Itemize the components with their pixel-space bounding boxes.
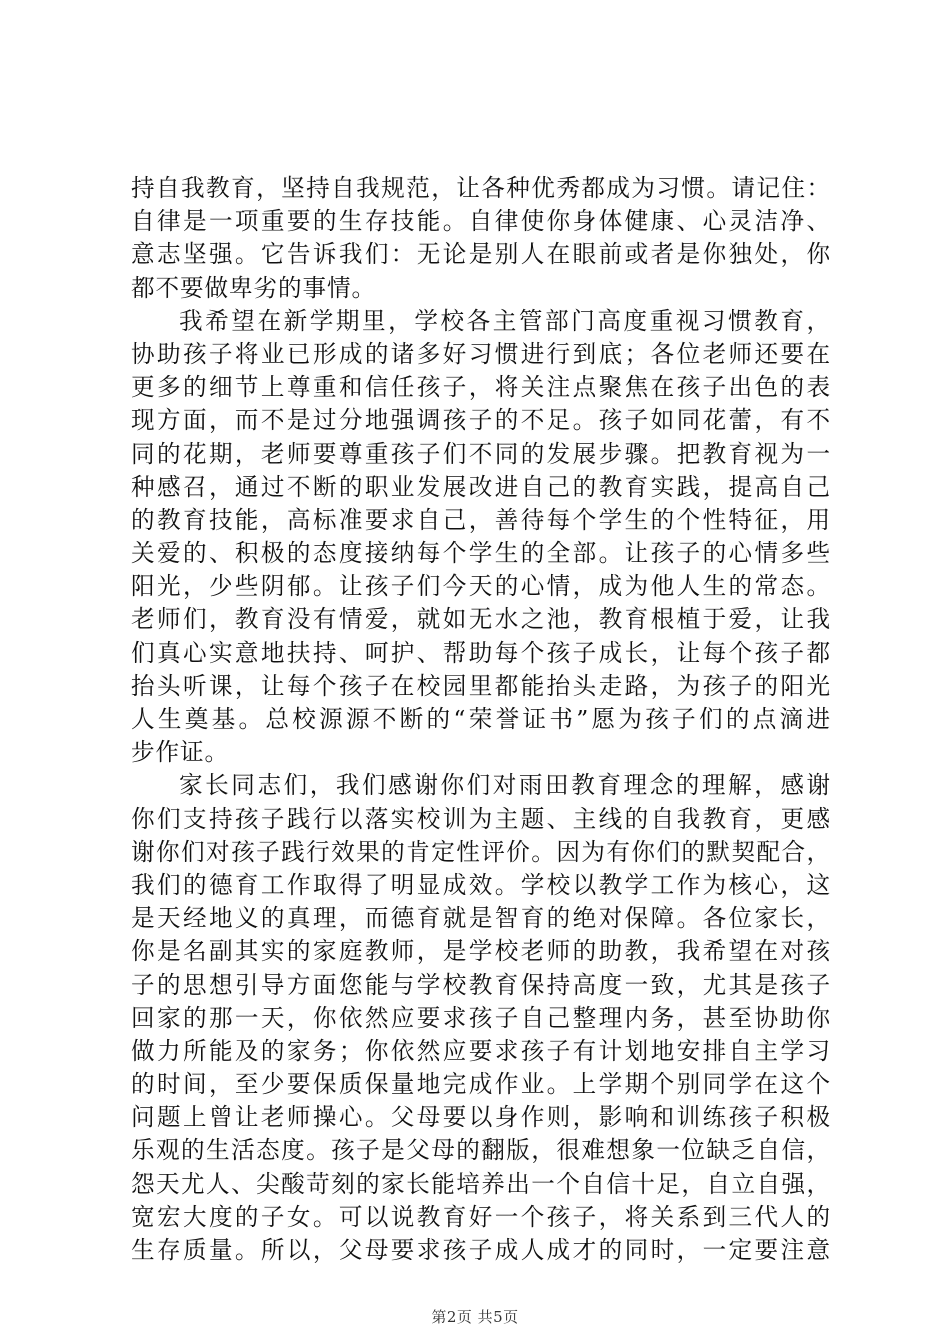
text-line: 回家的那一天，你依然应要求孩子自己整理内务，甚至协助你: [131, 1003, 831, 1032]
text-line: 宽宏大度的子女。可以说教育好一个孩子，将关系到三代人的: [131, 1202, 831, 1231]
text-line: 乐观的生活态度。孩子是父母的翻版，很难想象一位缺乏自信，: [131, 1136, 831, 1165]
text-line: 协助孩子将业已形成的诸多好习惯进行到底；各位老师还要在: [131, 339, 831, 368]
text-line: 阳光，少些阴郁。让孩子们今天的心情，成为他人生的常态。: [131, 572, 831, 601]
text-line: 种感召，通过不断的职业发展改进自己的教育实践，提高自己: [131, 472, 831, 501]
paragraph-start-line: 家长同志们，我们感谢你们对雨田教育理念的理解，感谢: [179, 771, 831, 800]
text-line: 持自我教育，坚持自我规范，让各种优秀都成为习惯。请记住：: [131, 174, 831, 202]
text-line: 人生奠基。总校源源不断的“荣誉证书”愿为孩子们的点滴进: [131, 705, 831, 733]
text-line: 你是名副其实的家庭教师，是学校老师的助教，我希望在对孩: [131, 937, 831, 966]
text-line: 问题上曾让老师操心。父母要以身作则，影响和训练孩子积极: [131, 1103, 831, 1132]
text-line: 都不要做卑劣的事情。: [131, 273, 376, 302]
text-line: 谢你们对孩子践行效果的肯定性评价。因为有你们的默契配合，: [131, 837, 831, 866]
page-number-label: 第2页 共5页: [431, 1308, 519, 1326]
text-line: 步作证。: [131, 738, 229, 767]
text-line: 同的花期，老师要尊重孩子们不同的发展步骤。把教育视为一: [131, 439, 831, 468]
text-line: 的教育技能，高标准要求自己，善待每个学生的个性特征，用: [131, 505, 831, 534]
text-line: 们真心实意地扶持、呵护、帮助每个孩子成长，让每个孩子都: [131, 638, 831, 667]
text-line: 的时间，至少要保质保量地完成作业。上学期个别同学在这个: [131, 1070, 831, 1099]
text-line: 抬头听课，让每个孩子在校园里都能抬头走路，为孩子的阳光: [131, 671, 831, 700]
text-line: 子的思想引导方面您能与学校教育保持高度一致，尤其是孩子: [131, 970, 831, 999]
text-line: 关爱的、积极的态度接纳每个学生的全部。让孩子的心情多些: [131, 539, 831, 568]
text-line: 生存质量。所以，父母要求孩子成人成才的同时，一定要注意: [131, 1236, 831, 1264]
text-line: 怨天尤人、尖酸苛刻的家长能培养出一个自信十足，自立自强，: [131, 1169, 831, 1198]
page-footer: [0, 1306, 950, 1327]
text-line: 更多的细节上尊重和信任孩子，将关注点聚焦在孩子出色的表: [131, 373, 831, 402]
text-line: 我们的德育工作取得了明显成效。学校以教学工作为核心，这: [131, 870, 831, 899]
text-line: 做力所能及的家务；你依然应要求孩子有计划地安排自主学习: [131, 1036, 831, 1065]
text-line: 现方面，而不是过分地强调孩子的不足。孩子如同花蕾，有不: [131, 406, 831, 435]
text-line: 自律是一项重要的生存技能。自律使你身体健康、心灵洁净、: [131, 207, 831, 236]
document-body: [131, 172, 831, 1267]
text-line: 是天经地义的真理，而德育就是智育的绝对保障。各位家长，: [131, 904, 831, 933]
paragraph-start-line: 我希望在新学期里，学校各主管部门高度重视习惯教育，: [179, 306, 831, 335]
text-line: 老师们，教育没有情爱，就如无水之池，教育根植于爱，让我: [131, 605, 831, 634]
text-line: 意志坚强。它告诉我们：无论是别人在眼前或者是你独处，你: [131, 240, 831, 269]
text-line: 你们支持孩子践行以落实校训为主题、主线的自我教育，更感: [131, 804, 831, 833]
